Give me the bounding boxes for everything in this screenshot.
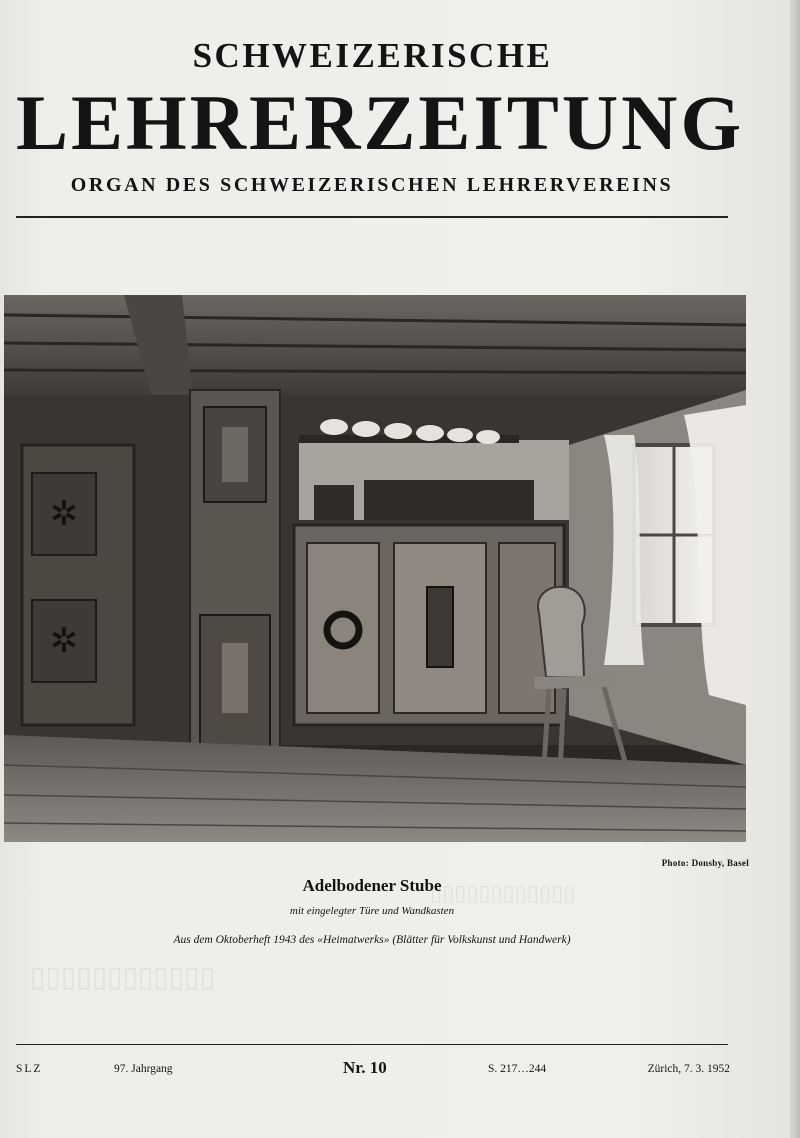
caption-subtitle: mit eingelegter Türe und Wandkasten <box>289 905 455 917</box>
footer-page-range: S. 217…244 <box>488 1063 547 1075</box>
photo-credit: Photo: Donsby, Basel <box>661 858 749 868</box>
show-through-texture: ▯▯▯▯▯▯▯▯▯▯▯▯ <box>30 962 215 993</box>
caption-title: Adelbodener Stube <box>302 876 442 895</box>
footer <box>16 1058 730 1082</box>
page-edge <box>790 0 800 1138</box>
footer-volume: 97. Jahrgang <box>114 1063 173 1075</box>
masthead-subtitle: ORGAN DES SCHWEIZERISCHEN LEHRERVEREINS <box>70 174 674 196</box>
footer-rule <box>16 1044 728 1045</box>
caption-source: Aus dem Oktoberheft 1943 des «Heimatwerks» (Blätter für Volkskunst und Handwerk) <box>173 934 571 946</box>
show-through-texture-2: ▯▯▯▯▯▯▯▯▯▯▯▯ <box>430 880 576 905</box>
footer-place-date: Zürich, 7. 3. 1952 <box>647 1063 730 1075</box>
room-illustration <box>4 295 746 842</box>
interior-photo <box>4 295 746 842</box>
masthead-title: LEHRERZEITUNG <box>16 79 745 166</box>
footer-issue-number: Nr. 10 <box>343 1058 387 1077</box>
masthead-line-1: SCHWEIZERISCHE <box>192 36 553 75</box>
header-rule <box>16 216 728 218</box>
svg-text:✲: ✲ <box>49 621 79 661</box>
footer-abbreviation: SLZ <box>16 1063 43 1075</box>
svg-text:✲: ✲ <box>49 494 79 534</box>
